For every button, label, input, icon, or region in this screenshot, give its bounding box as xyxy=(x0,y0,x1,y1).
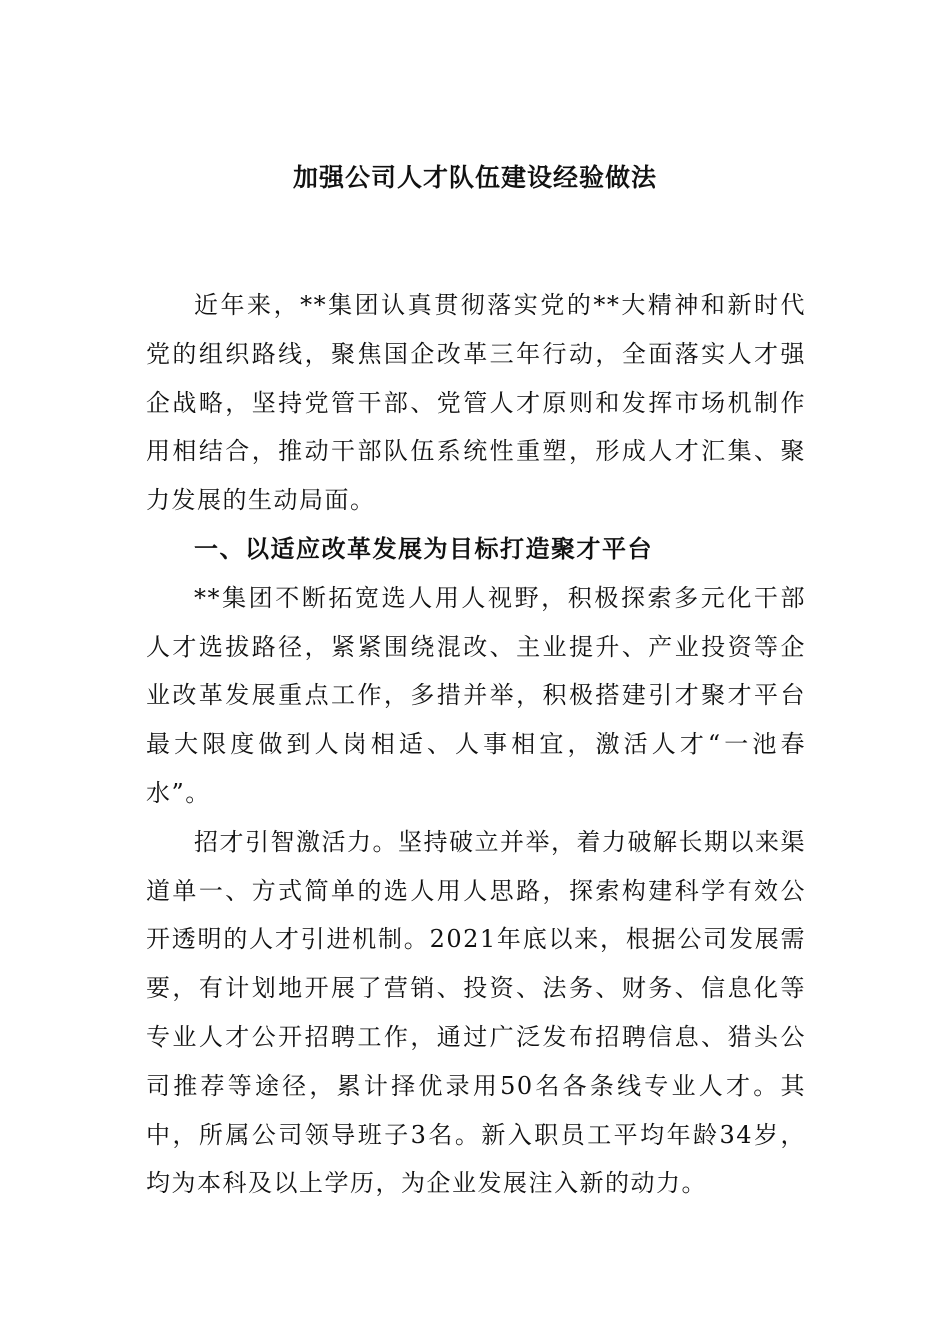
section1-paragraph-1: **集团不断拓宽选人用人视野，积极探索多元化干部人才选拔路径，紧紧围绕混改、主业提升、产业投资等企业改革发展重点工作，多措并举，积极搭建引才聚才平台最大限度做到人岗相适、人事相宜，激活人才“一池春水”。 xyxy=(146,583,806,807)
section-heading-1: 一、以适应改革发展为目标打造聚才平台 xyxy=(194,533,653,563)
document-body xyxy=(146,281,806,1208)
document-title: 加强公司人才队伍建设经验做法 xyxy=(292,163,657,192)
section1-paragraph-2: 招才引智激活力。坚持破立并举，着力破解长期以来渠道单一、方式简单的选人用人思路，探索构建科学有效公开透明的人才引进机制。2021年底以来，根据公司发展需要，有计划地开展了营销、投资、法务、财务、信息化等专业人才公开招聘工作，通过广泛发布招聘信息、猎头公司推荐等途径，累计择优录用50名各条线专业人才。其中，所属公司领导班子3名。新入职员工平均年龄34岁，均为本科及以上学历，为企业发展注入新的动力。 xyxy=(146,827,806,1198)
intro-paragraph: 近年来，**集团认真贯彻落实党的**大精神和新时代党的组织路线，聚焦国企改革三年行动，全面落实人才强企战略，坚持党管干部、党管人才原则和发挥市场机制作用相结合，推动干部队伍系统性重塑，形成人才汇集、聚力发展的生动局面。 xyxy=(146,291,806,515)
